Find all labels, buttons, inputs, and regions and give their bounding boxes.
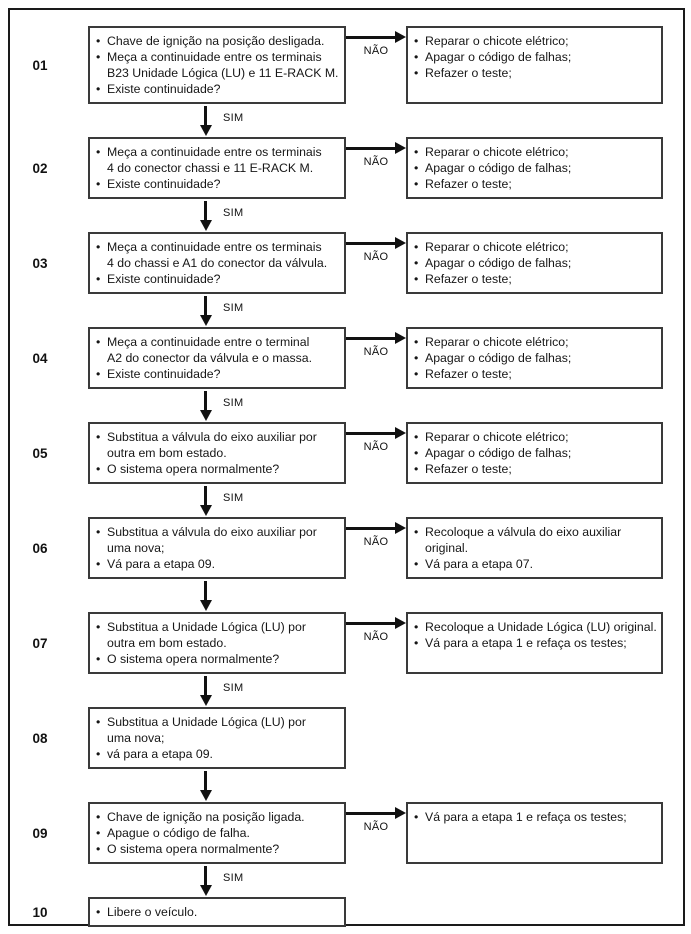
bullet-icon: •	[96, 842, 101, 856]
bullet-icon: •	[414, 161, 419, 175]
bullet-line	[96, 841, 341, 857]
step-text: Meça a continuidade entre o terminal	[107, 335, 310, 349]
step-text: Apagar o código de falhas;	[425, 351, 572, 365]
down-arrow-line	[204, 676, 207, 696]
bullet-icon: •	[96, 145, 101, 159]
nao-label: NÃO	[363, 821, 389, 833]
step-text: Apague o código de falha.	[107, 826, 250, 840]
flowchart	[10, 26, 683, 927]
step-03-action-box	[88, 232, 346, 294]
continuation-line	[96, 350, 341, 366]
nao-label: NÃO	[363, 441, 389, 453]
bullet-line	[414, 366, 658, 382]
no-arrow-line	[346, 812, 396, 815]
step-text: Meça a continuidade entre os terminais	[107, 240, 322, 254]
bullet-icon: •	[96, 177, 101, 191]
continuation-line	[96, 730, 341, 746]
bullet-icon: •	[414, 367, 419, 381]
bullet-line	[96, 746, 341, 762]
step-text: Libere o veículo.	[107, 905, 198, 919]
down-arrow-line	[204, 391, 207, 411]
step-02-no-connector	[346, 137, 406, 199]
step-text: Existe continuidade?	[107, 177, 221, 191]
down-arrow-line	[204, 201, 207, 221]
flow-row-04	[10, 327, 683, 389]
step-text: Substitua a Unidade Lógica (LU) por	[107, 620, 306, 634]
continuation-line	[96, 540, 341, 556]
step-text: uma nova;	[107, 541, 165, 555]
bullet-icon: •	[96, 525, 101, 539]
bullet-line	[96, 334, 341, 350]
step-text: Apagar o código de falhas;	[425, 50, 572, 64]
bullet-line	[96, 81, 341, 97]
bullet-line	[414, 65, 658, 81]
flow-row-03	[10, 232, 683, 294]
sim-label: SIM	[223, 682, 244, 694]
down-arrow-head-icon	[200, 695, 212, 706]
step-04-no-connector	[346, 327, 406, 389]
bullet-icon: •	[414, 525, 419, 539]
no-arrow-line	[346, 622, 396, 625]
step-text: uma nova;	[107, 731, 165, 745]
step-03-number: 03	[32, 255, 48, 271]
bullet-line	[414, 524, 658, 540]
down-arrow-line	[204, 486, 207, 506]
bullet-line	[414, 144, 658, 160]
bullet-icon: •	[96, 557, 101, 571]
no-arrow-line	[346, 432, 396, 435]
step-text: Vá para a etapa 1 e refaça os testes;	[425, 810, 627, 824]
no-arrow-head-icon	[395, 332, 406, 344]
step-text: Reparar o chicote elétrico;	[425, 240, 569, 254]
no-arrow-head-icon	[395, 31, 406, 43]
step-01-down-connector	[10, 104, 683, 137]
flow-row-05	[10, 422, 683, 484]
nao-label: NÃO	[363, 45, 389, 57]
nao-label: NÃO	[363, 536, 389, 548]
down-arrow-head-icon	[200, 600, 212, 611]
bullet-icon: •	[414, 145, 419, 159]
step-07-action-box	[88, 612, 346, 674]
step-02-action-box	[88, 137, 346, 199]
diagram-border	[8, 8, 685, 926]
bullet-icon: •	[414, 430, 419, 444]
step-text: vá para a etapa 09.	[107, 747, 213, 761]
bullet-line	[414, 49, 658, 65]
bullet-line	[414, 160, 658, 176]
down-arrow-head-icon	[200, 220, 212, 231]
bullet-icon: •	[96, 240, 101, 254]
bullet-icon: •	[96, 462, 101, 476]
bullet-line	[414, 445, 658, 461]
down-arrow-line	[204, 581, 207, 601]
bullet-icon: •	[414, 810, 419, 824]
step-text: 4 do conector chassi e 11 E-RACK M.	[107, 161, 314, 175]
step-10-action-box	[88, 897, 346, 927]
step-03-down-connector	[10, 294, 683, 327]
no-arrow-head-icon	[395, 807, 406, 819]
step-04-number: 04	[32, 350, 48, 366]
step-text: Existe continuidade?	[107, 367, 221, 381]
no-arrow-head-icon	[395, 617, 406, 629]
bullet-line	[96, 714, 341, 730]
step-01-action-box	[88, 26, 346, 104]
bullet-line	[96, 49, 341, 65]
sim-label: SIM	[223, 302, 244, 314]
flow-row-06	[10, 517, 683, 579]
bullet-icon: •	[96, 810, 101, 824]
bullet-line	[414, 619, 658, 635]
step-text: Reparar o chicote elétrico;	[425, 335, 569, 349]
step-02-result-box	[406, 137, 663, 199]
step-text: Refazer o teste;	[425, 66, 512, 80]
bullet-icon: •	[414, 50, 419, 64]
step-09-down-connector	[10, 864, 683, 897]
bullet-icon: •	[96, 50, 101, 64]
bullet-icon: •	[414, 620, 419, 634]
step-01-no-connector	[346, 26, 406, 104]
bullet-icon: •	[414, 636, 419, 650]
bullet-line	[414, 809, 658, 825]
bullet-icon: •	[96, 747, 101, 761]
step-09-action-box	[88, 802, 346, 864]
step-09-no-connector	[346, 802, 406, 864]
step-text: Refazer o teste;	[425, 177, 512, 191]
down-arrow-head-icon	[200, 410, 212, 421]
flow-row-10	[10, 897, 683, 927]
step-text: A2 do conector da válvula e o massa.	[107, 351, 313, 365]
bullet-line	[414, 429, 658, 445]
continuation-line	[96, 160, 341, 176]
no-arrow-line	[346, 242, 396, 245]
step-text: Refazer o teste;	[425, 462, 512, 476]
step-text: Substitua a válvula do eixo auxiliar por	[107, 430, 317, 444]
step-text: Recoloque a válvula do eixo auxiliar	[425, 525, 622, 539]
down-arrow-head-icon	[200, 505, 212, 516]
bullet-line	[414, 239, 658, 255]
bullet-line	[96, 619, 341, 635]
bullet-icon: •	[414, 557, 419, 571]
step-text: Existe continuidade?	[107, 82, 221, 96]
nao-label: NÃO	[363, 346, 389, 358]
bullet-line	[414, 461, 658, 477]
step-01-number: 01	[32, 57, 48, 73]
step-text: Chave de ignição na posição ligada.	[107, 810, 305, 824]
flow-row-09	[10, 802, 683, 864]
step-03-result-box	[406, 232, 663, 294]
step-text: Recoloque a Unidade Lógica (LU) original.	[425, 620, 657, 634]
step-text: original.	[425, 541, 469, 555]
step-05-no-connector	[346, 422, 406, 484]
bullet-line	[96, 825, 341, 841]
bullet-line	[414, 556, 658, 572]
bullet-line	[414, 334, 658, 350]
step-text: Vá para a etapa 07.	[425, 557, 534, 571]
bullet-icon: •	[414, 462, 419, 476]
step-02-down-connector	[10, 199, 683, 232]
step-04-action-box	[88, 327, 346, 389]
step-text: Chave de ignição na posição desligada.	[107, 34, 325, 48]
step-text: Existe continuidade?	[107, 272, 221, 286]
step-text: Meça a continuidade entre os terminais	[107, 50, 322, 64]
step-10-number: 10	[32, 904, 48, 920]
bullet-icon: •	[96, 34, 101, 48]
bullet-icon: •	[96, 272, 101, 286]
bullet-line	[414, 176, 658, 192]
step-08-down-connector	[10, 769, 683, 802]
nao-label: NÃO	[363, 631, 389, 643]
bullet-icon: •	[414, 66, 419, 80]
no-arrow-line	[346, 337, 396, 340]
bullet-line	[414, 255, 658, 271]
bullet-line	[96, 461, 341, 477]
step-text: Vá para a etapa 1 e refaça os testes;	[425, 636, 627, 650]
bullet-line	[96, 366, 341, 382]
bullet-icon: •	[414, 335, 419, 349]
step-02-number: 02	[32, 160, 48, 176]
sim-label: SIM	[223, 397, 244, 409]
continuation-line	[96, 65, 341, 81]
bullet-line	[96, 904, 341, 920]
step-07-no-connector	[346, 612, 406, 674]
sim-label: SIM	[223, 207, 244, 219]
step-01-result-box	[406, 26, 663, 104]
down-arrow-line	[204, 296, 207, 316]
step-text: O sistema opera normalmente?	[107, 842, 280, 856]
bullet-line	[96, 239, 341, 255]
bullet-line	[96, 809, 341, 825]
step-text: Meça a continuidade entre os terminais	[107, 145, 322, 159]
step-text: Reparar o chicote elétrico;	[425, 145, 569, 159]
bullet-icon: •	[96, 82, 101, 96]
down-arrow-head-icon	[200, 315, 212, 326]
continuation-line	[96, 445, 341, 461]
bullet-line	[96, 144, 341, 160]
down-arrow-head-icon	[200, 885, 212, 896]
bullet-icon: •	[414, 240, 419, 254]
step-text: outra em bom estado.	[107, 446, 227, 460]
sim-label: SIM	[223, 872, 244, 884]
nao-label: NÃO	[363, 156, 389, 168]
down-arrow-line	[204, 106, 207, 126]
step-09-number: 09	[32, 825, 48, 841]
step-text: Vá para a etapa 09.	[107, 557, 216, 571]
step-03-no-connector	[346, 232, 406, 294]
continuation-line	[96, 255, 341, 271]
bullet-icon: •	[414, 34, 419, 48]
step-text: Reparar o chicote elétrico;	[425, 34, 569, 48]
bullet-icon: •	[414, 256, 419, 270]
step-text: Apagar o código de falhas;	[425, 446, 572, 460]
step-07-number: 07	[32, 635, 48, 651]
step-06-no-connector	[346, 517, 406, 579]
bullet-icon: •	[96, 652, 101, 666]
down-arrow-line	[204, 771, 207, 791]
flow-row-01	[10, 26, 683, 104]
step-06-action-box	[88, 517, 346, 579]
bullet-icon: •	[414, 177, 419, 191]
step-text: O sistema opera normalmente?	[107, 652, 280, 666]
sim-label: SIM	[223, 112, 244, 124]
step-text: Refazer o teste;	[425, 272, 512, 286]
no-arrow-head-icon	[395, 427, 406, 439]
step-text: Reparar o chicote elétrico;	[425, 430, 569, 444]
step-06-down-connector	[10, 579, 683, 612]
flow-row-07	[10, 612, 683, 674]
step-06-number: 06	[32, 540, 48, 556]
step-05-number: 05	[32, 445, 48, 461]
step-04-down-connector	[10, 389, 683, 422]
step-08-number: 08	[32, 730, 48, 746]
flow-row-02	[10, 137, 683, 199]
bullet-icon: •	[96, 620, 101, 634]
step-text: Refazer o teste;	[425, 367, 512, 381]
bullet-icon: •	[96, 715, 101, 729]
step-07-result-box	[406, 612, 663, 674]
step-text: Substitua a Unidade Lógica (LU) por	[107, 715, 306, 729]
step-text: Apagar o código de falhas;	[425, 161, 572, 175]
continuation-line	[414, 540, 658, 556]
sim-label: SIM	[223, 492, 244, 504]
bullet-line	[96, 33, 341, 49]
down-arrow-head-icon	[200, 125, 212, 136]
no-arrow-line	[346, 527, 396, 530]
bullet-icon: •	[414, 351, 419, 365]
connector-spacer	[346, 707, 406, 769]
step-08-action-box	[88, 707, 346, 769]
bullet-icon: •	[414, 272, 419, 286]
step-05-down-connector	[10, 484, 683, 517]
step-text: O sistema opera normalmente?	[107, 462, 280, 476]
step-text: outra em bom estado.	[107, 636, 227, 650]
bullet-icon: •	[96, 905, 101, 919]
bullet-line	[96, 524, 341, 540]
bullet-line	[96, 556, 341, 572]
bullet-line	[414, 350, 658, 366]
bullet-icon: •	[96, 430, 101, 444]
no-arrow-line	[346, 147, 396, 150]
step-text: B23 Unidade Lógica (LU) e 11 E-RACK M.	[107, 66, 339, 80]
bullet-icon: •	[96, 335, 101, 349]
bullet-icon: •	[96, 826, 101, 840]
no-arrow-head-icon	[395, 142, 406, 154]
step-text: 4 do chassi e A1 do conector da válvula.	[107, 256, 328, 270]
continuation-line	[96, 635, 341, 651]
no-arrow-head-icon	[395, 522, 406, 534]
connector-spacer	[346, 897, 406, 927]
nao-label: NÃO	[363, 251, 389, 263]
bullet-line	[414, 635, 658, 651]
bullet-line	[414, 33, 658, 49]
step-09-result-box	[406, 802, 663, 864]
no-arrow-line	[346, 36, 396, 39]
bullet-line	[96, 176, 341, 192]
bullet-icon: •	[96, 367, 101, 381]
bullet-line	[96, 429, 341, 445]
bullet-line	[96, 651, 341, 667]
step-04-result-box	[406, 327, 663, 389]
down-arrow-line	[204, 866, 207, 886]
step-07-down-connector	[10, 674, 683, 707]
down-arrow-head-icon	[200, 790, 212, 801]
step-05-action-box	[88, 422, 346, 484]
step-text: Substitua a válvula do eixo auxiliar por	[107, 525, 317, 539]
step-06-result-box	[406, 517, 663, 579]
step-text: Apagar o código de falhas;	[425, 256, 572, 270]
flow-row-08	[10, 707, 683, 769]
bullet-line	[96, 271, 341, 287]
bullet-line	[414, 271, 658, 287]
step-05-result-box	[406, 422, 663, 484]
no-arrow-head-icon	[395, 237, 406, 249]
bullet-icon: •	[414, 446, 419, 460]
